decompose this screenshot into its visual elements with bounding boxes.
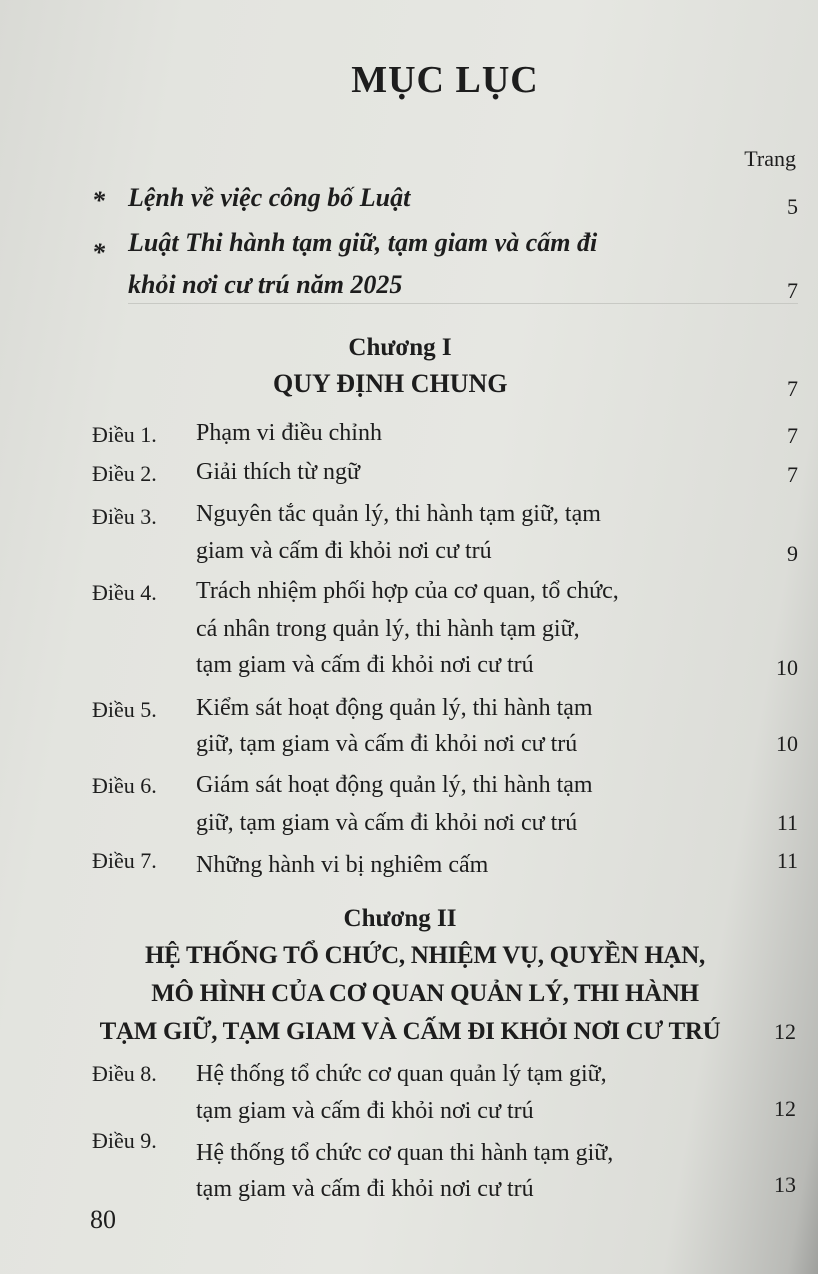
article-title-line1: Nguyên tắc quản lý, thi hành tạm giữ, tạm [196,501,601,527]
chapter-2-heading-line1: HỆ THỐNG TỔ CHỨC, NHIỆM VỤ, QUYỀN HẠN, [145,942,705,969]
article-page: 11 [776,810,798,835]
article-label: Điều 2. [92,461,157,486]
article-title-line2: giữ, tạm giam và cấm đi khỏi nơi cư trú [196,731,578,757]
bullet-star-icon: * [92,186,105,215]
chapter-1-page: 7 [787,376,798,401]
article-title-line1: Trách nhiệm phối hợp của cơ quan, tổ chức, [196,578,619,604]
article-page: 13 [774,1172,796,1197]
article-page: 7 [787,462,798,487]
article-title-line2: giam và cấm đi khỏi nơi cư trú [196,538,492,564]
toc-page-promulgation: 5 [787,194,798,219]
article-title-line3: tạm giam và cấm đi khỏi nơi cư trú [196,652,534,678]
page-title: MỤC LỤC [351,59,539,101]
chapter-2-label: Chương II [343,905,457,932]
article-label: Điều 5. [92,697,157,722]
article-label: Điều 7. [92,848,157,873]
article-title: Phạm vi điều chỉnh [196,420,382,446]
toc-entry-law-line1: Luật Thi hành tạm giữ, tạm giam và cấm đi [128,228,598,257]
article-page: 11 [776,848,798,873]
chapter-1-label: Chương I [348,334,452,361]
article-title-line1: Giám sát hoạt động quản lý, thi hành tạm [196,772,593,798]
toc-page-law: 7 [787,278,798,303]
article-page: 7 [787,423,798,448]
article-label: Điều 4. [92,580,157,605]
article-page: 9 [787,541,798,566]
divider [128,303,798,304]
article-title-line1: Kiểm sát hoạt động quản lý, thi hành tạm [196,695,593,721]
toc-entry-law-line2: khỏi nơi cư trú năm 2025 [128,270,403,299]
article-page: 10 [776,731,798,756]
article-title-line1: Hệ thống tổ chức cơ quan thi hành tạm giữ, [196,1140,614,1166]
article-label: Điều 9. [92,1128,157,1153]
article-title-line2: giữ, tạm giam và cấm đi khỏi nơi cư trú [196,810,578,836]
chapter-1-heading: QUY ĐỊNH CHUNG [273,369,508,398]
page-column-label: Trang [744,146,796,171]
bullet-star-icon: * [92,238,105,267]
article-label: Điều 1. [92,422,157,447]
article-title-line2: cá nhân trong quản lý, thi hành tạm giữ, [196,616,580,642]
toc-entry-promulgation: Lệnh về việc công bố Luật [128,183,411,212]
article-title-line1: Hệ thống tổ chức cơ quan quản lý tạm giữ, [196,1061,607,1087]
article-page: 10 [776,655,798,680]
article-page: 12 [774,1096,796,1121]
article-label: Điều 3. [92,504,157,529]
chapter-2-heading-line2: MÔ HÌNH CỦA CƠ QUAN QUẢN LÝ, THI HÀNH [151,980,699,1007]
chapter-2-heading-line3: TẠM GIỮ, TẠM GIAM VÀ CẤM ĐI KHỎI NƠI CƯ TRÚ [99,1018,721,1045]
article-label: Điều 6. [92,773,157,798]
page-number: 80 [90,1205,116,1234]
article-title-line2: tạm giam và cấm đi khỏi nơi cư trú [196,1176,534,1202]
article-title: Giải thích từ ngữ [196,459,360,485]
article-label: Điều 8. [92,1061,157,1086]
article-title-line2: tạm giam và cấm đi khỏi nơi cư trú [196,1098,534,1124]
article-title: Những hành vi bị nghiêm cấm [196,852,489,878]
chapter-2-page: 12 [774,1019,796,1044]
